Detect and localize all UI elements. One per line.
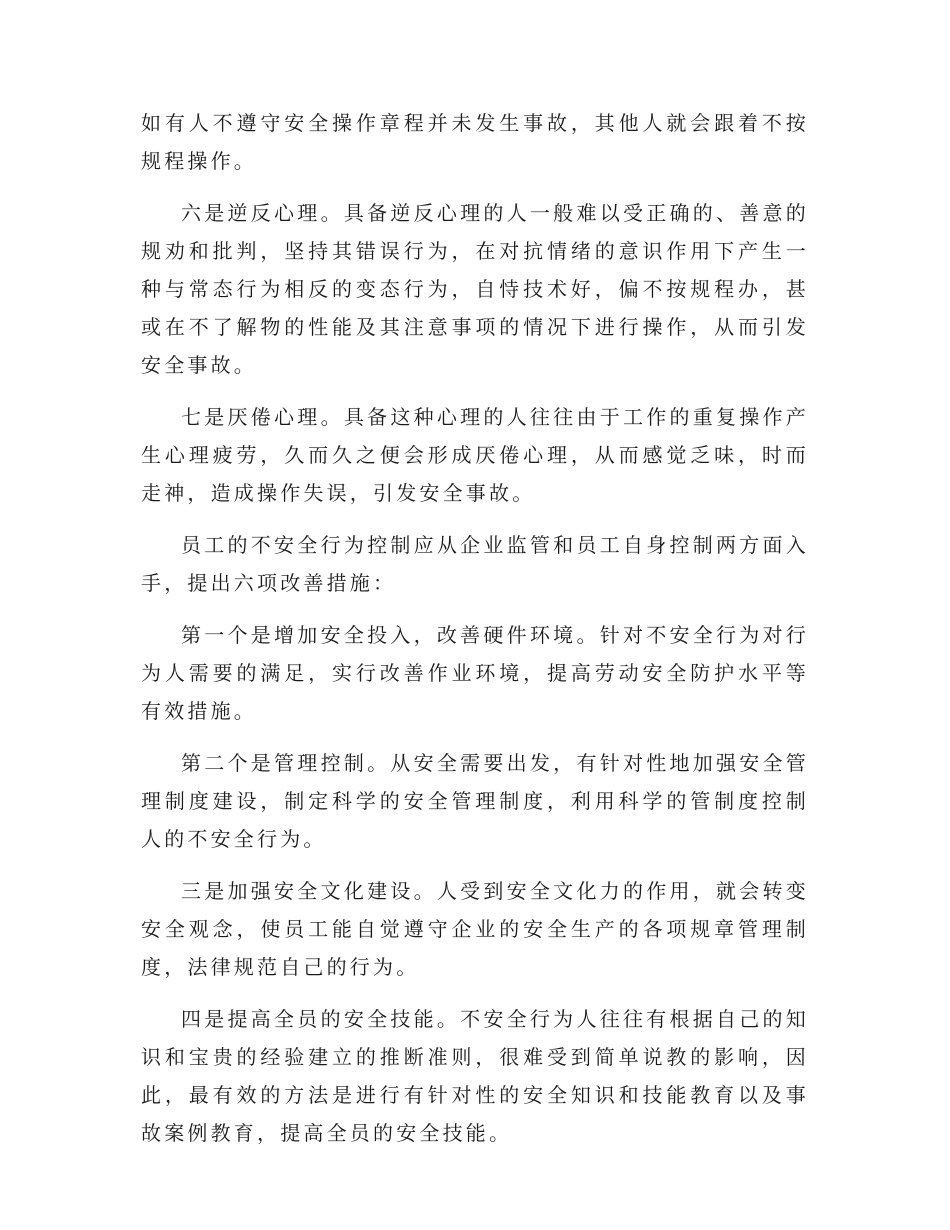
paragraph-control-intro: 员工的不安全行为控制应从企业监管和员工自身控制两方面入手，提出六项改善措施： [141,533,809,595]
paragraph-measure-skills: 四是提高全员的安全技能。不安全行为人往往有根据自己的知识和宝贵的经验建立的推断准则，很难受到简单说教的影响，因此，最有效的方法是进行有针对性的安全知识和技能教育以及事故案例教育，提高全员的安全技能。 [141,1007,809,1145]
document-body [141,104,809,1166]
paragraph-rebellious-psychology: 六是逆反心理。具备逆反心理的人一般难以受正确的、善意的规劝和批判，坚持其错误行为，在对抗情绪的意识作用下产生一种与常态行为相反的变态行为，自恃技术好，偏不按规程办，甚或在不了解物的性能及其注意事项的情况下进行操作，从而引发安全事故。 [141,201,809,377]
paragraph-measure-management: 第二个是管理控制。从安全需要出发，有针对性地加强安全管理制度建设，制定科学的安全管理制度，利用科学的管制度控制人的不安全行为。 [141,751,809,851]
paragraph-continuation: 如有人不遵守安全操作章程并未发生事故，其他人就会跟着不按规程操作。 [141,111,809,173]
paragraph-weariness-psychology: 七是厌倦心理。具备这种心理的人往往由于工作的重复操作产生心理疲劳，久而久之便会形成厌倦心理，从而感觉乏味，时而走神，造成操作失误，引发安全事故。 [141,405,809,505]
paragraph-measure-investment: 第一个是增加安全投入，改善硬件环境。针对不安全行为对行为人需要的满足，实行改善作业环境，提高劳动安全防护水平等有效措施。 [141,623,809,723]
paragraph-measure-culture: 三是加强安全文化建设。人受到安全文化力的作用，就会转变安全观念，使员工能自觉遵守企业的安全生产的各项规章管理制度，法律规范自己的行为。 [141,879,809,979]
